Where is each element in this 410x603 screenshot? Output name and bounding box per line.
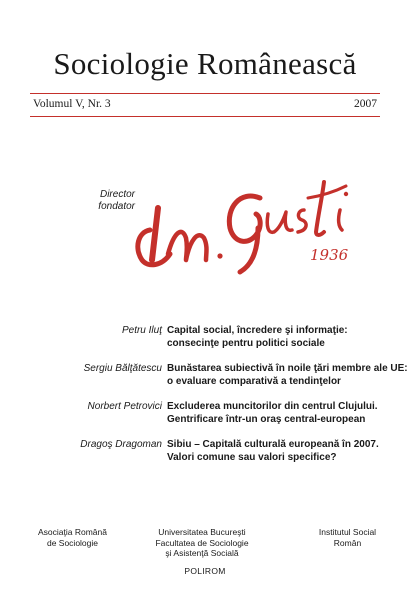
institution-line: şi Asistenţă Socială	[165, 548, 239, 558]
institution-line: Institutul Social	[318, 527, 377, 537]
institution-line: Universitatea Bucureşti	[158, 527, 246, 537]
publisher-name: POLIROM	[184, 566, 226, 576]
signature-stroke-u	[267, 212, 292, 232]
signature-stroke-humps	[168, 232, 207, 260]
institution-right	[310, 527, 385, 548]
article-author: Petru Iluţ	[121, 325, 162, 336]
article-title-line: Sibiu – Capitală culturală europeană în 2007.	[167, 439, 379, 450]
publication-year: 2007	[354, 98, 377, 110]
table-of-contents	[0, 321, 410, 473]
article-entry-1	[0, 321, 410, 359]
institution-line: Asociaţia Română	[38, 527, 107, 537]
article-title-line: Valori comune sau valori specifice?	[167, 452, 337, 463]
article-title	[167, 438, 397, 464]
founder-label-line2: fondator	[98, 201, 135, 212]
founder-label-line1: Director	[99, 189, 135, 200]
signature-dot-i	[344, 192, 348, 196]
article-entry-2	[0, 359, 410, 397]
article-entry-4	[0, 435, 410, 473]
institution-line: de Sociologie	[46, 537, 99, 548]
signature-stroke-g	[229, 196, 260, 272]
header-rule-top	[30, 93, 380, 94]
signature-stroke-t	[316, 182, 324, 235]
article-title-line: consecinţe pentru politici sociale	[167, 338, 325, 349]
article-title-line: Capital social, încredere şi informaţie:	[167, 325, 348, 336]
article-author: Dragoş Dragoman	[80, 439, 162, 450]
signature-dot	[217, 253, 222, 258]
article-author: Norbert Petrovici	[87, 401, 162, 412]
article-title-line: Excluderea muncitorilor din centrul Clujului.	[167, 401, 378, 412]
volume-number: Volumul V, Nr. 3	[33, 98, 111, 110]
signature-year: 1936	[310, 246, 349, 264]
founder-signature	[128, 168, 378, 278]
article-title-line: o evaluare comparativă a tendinţelor	[167, 376, 341, 387]
article-title-line: Gentrificare într-un oraş central-european	[167, 414, 366, 425]
article-entry-3	[0, 397, 410, 435]
signature-stroke-s	[298, 210, 306, 232]
signature-stroke-i	[339, 210, 342, 230]
institution-line: Român	[333, 537, 362, 548]
institution-line: Facultatea de Sociologie	[155, 537, 249, 548]
journal-title: Sociologie Românească	[53, 46, 357, 81]
article-title	[167, 362, 408, 388]
institution-left	[30, 527, 115, 548]
article-title	[167, 324, 397, 350]
header-rule-bottom	[30, 116, 380, 117]
signature-stroke-t-bar	[308, 186, 346, 198]
signature-stroke-d-stem	[152, 208, 158, 260]
article-title-line: Bunăstarea subiectivă în noile ţări membre ale UE:	[167, 363, 408, 374]
institution-center	[147, 527, 257, 559]
article-title	[167, 400, 397, 426]
article-author: Sergiu Bălţătescu	[83, 363, 162, 374]
